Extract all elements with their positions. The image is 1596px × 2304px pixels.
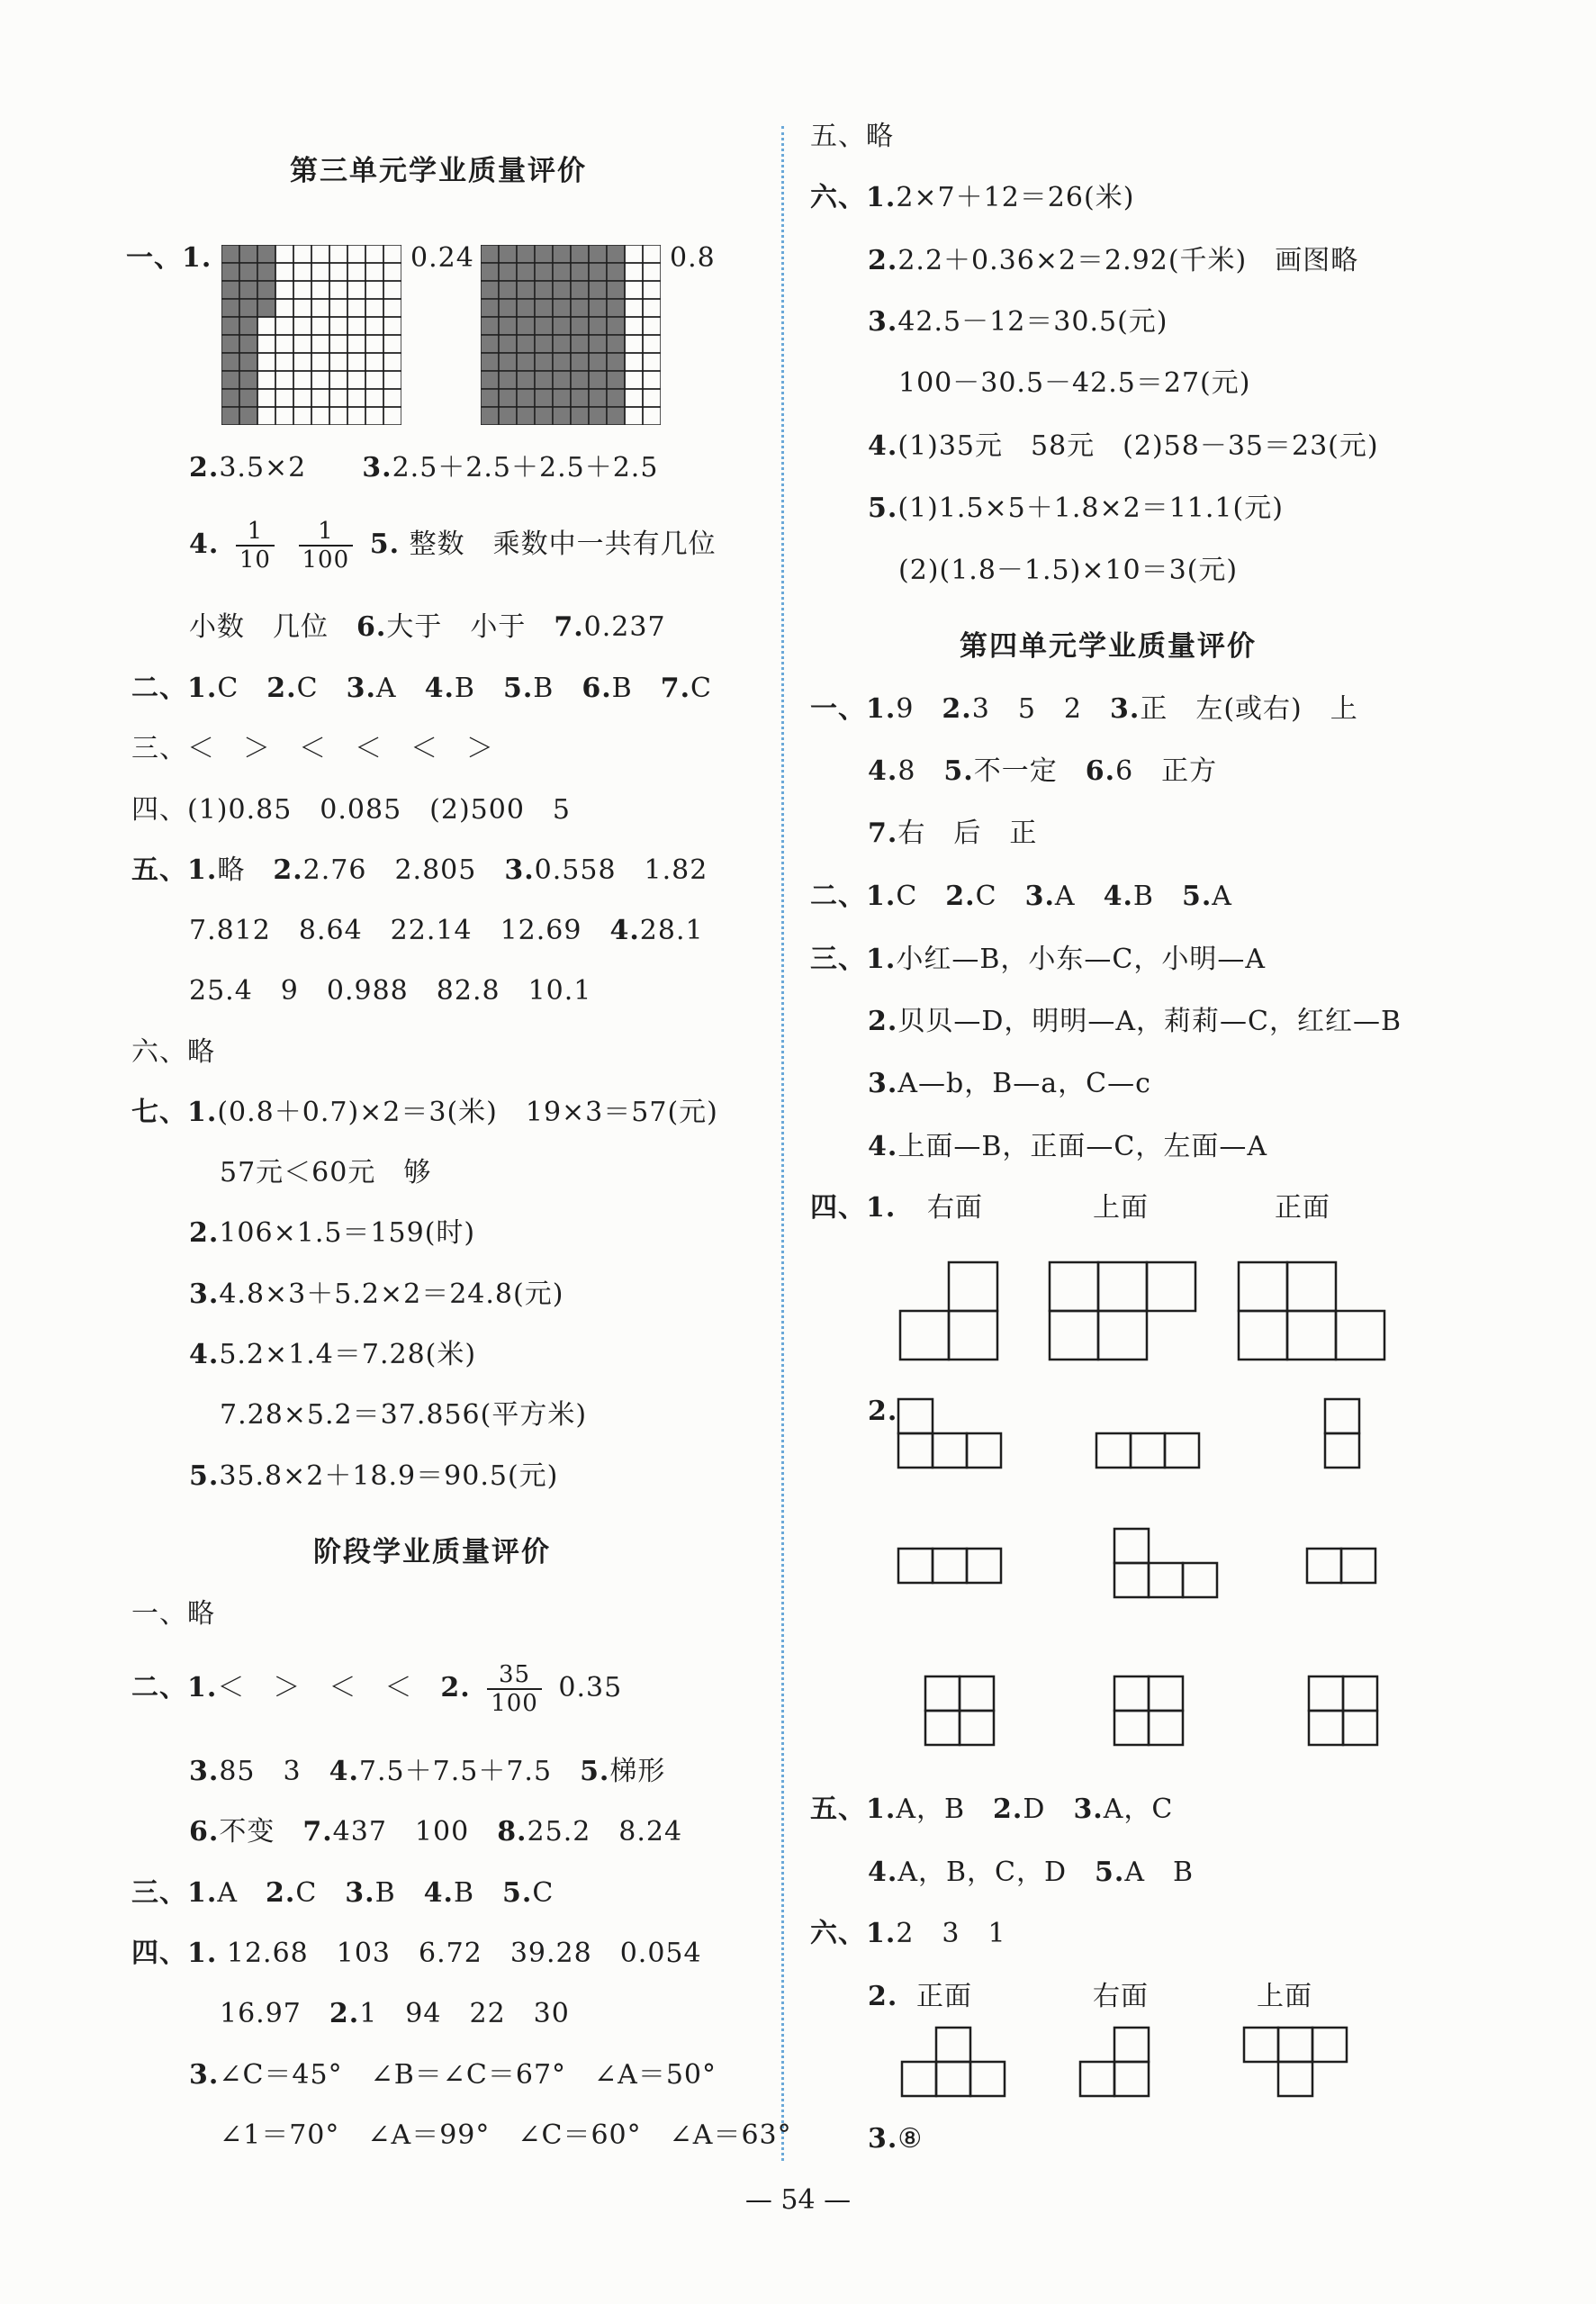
grid-cell [275, 317, 293, 335]
grid-cell-shaded [553, 281, 571, 299]
grid-cell [275, 407, 293, 425]
grid-cell-shaded [221, 245, 239, 263]
grid-cell [311, 353, 329, 371]
grid-cell-shaded [239, 299, 257, 317]
grid-cell-shaded [607, 335, 625, 353]
grid-cell [365, 407, 383, 425]
grid-cell-shaded [535, 389, 553, 407]
grid-cell-shaded [517, 389, 535, 407]
grid-cell-shaded [517, 263, 535, 281]
grid-cell [347, 335, 365, 353]
grid-cell-shaded [221, 281, 239, 299]
grid-cell [347, 245, 365, 263]
grid-cell-shaded [553, 317, 571, 335]
grid-cell [365, 245, 383, 263]
answer-r6-3b: 100－30.5－42.5＝27(元) [898, 367, 1251, 399]
grid-cell [383, 371, 401, 389]
grid-cell-shaded [535, 317, 553, 335]
grid-cell [625, 245, 643, 263]
grid-cell [257, 407, 275, 425]
grid-cell [383, 335, 401, 353]
view-front-1 [1237, 1260, 1388, 1363]
heading-unit4: 第四单元学业质量评价 [960, 630, 1257, 663]
answer-r5: 五、略 [810, 121, 894, 152]
grid-cell-shaded [571, 371, 589, 389]
grid-cell-shaded [553, 263, 571, 281]
grid-cell-shaded [239, 407, 257, 425]
answer-s1-1-num: 一、1. [126, 242, 212, 274]
grid-cell-shaded [553, 245, 571, 263]
answer-q1-c: 7.右 后 正 [868, 818, 1038, 849]
grid-cell-shaded [221, 317, 239, 335]
answer-p1: 一、略 [131, 1598, 215, 1630]
grid-cell-shaded [589, 335, 607, 353]
grid-cell-shaded [607, 281, 625, 299]
answer-q5-b: 4.A，B，C，D 5.A B [868, 1857, 1195, 1888]
grid-cell-shaded [589, 371, 607, 389]
grid-cell [625, 335, 643, 353]
grid-cell [365, 371, 383, 389]
grid-cell [257, 371, 275, 389]
grid-cell-shaded [499, 371, 517, 389]
grid-cell-shaded [499, 245, 517, 263]
grid-cell [293, 371, 311, 389]
answer-q3-1: 三、1.小红—B，小东—C，小明—A [810, 944, 1266, 975]
grid-cell-shaded [607, 389, 625, 407]
grid-cell-shaded [481, 263, 499, 281]
answer-s2: 二、1.C 2.C 3.A 4.B 5.B 6.B 7.C [131, 673, 713, 704]
grid-cell [365, 353, 383, 371]
grid-cell [643, 281, 661, 299]
grid-cell-shaded [481, 281, 499, 299]
grid-cell-shaded [481, 407, 499, 425]
grid-cell-shaded [499, 389, 517, 407]
grid-cell-shaded [517, 245, 535, 263]
answer-p2-c: 6.不变 7.437 100 8.25.2 8.24 [189, 1816, 683, 1848]
grid-cell [347, 263, 365, 281]
grid-cell [625, 371, 643, 389]
grid-cell [383, 263, 401, 281]
grid-cell-shaded [499, 335, 517, 353]
grid-cell [275, 263, 293, 281]
grid-cell [625, 263, 643, 281]
grid-cell-shaded [571, 299, 589, 317]
grid-cell [293, 299, 311, 317]
answer-s7-2: 2.106×1.5＝159(时) [189, 1217, 476, 1249]
grid-cell-shaded [517, 299, 535, 317]
grid-cell-shaded [221, 353, 239, 371]
grid-cell-shaded [517, 317, 535, 335]
answer-s7-1b: 57元＜60元 够 [220, 1157, 432, 1188]
heading-unit3: 第三单元学业质量评价 [290, 155, 587, 187]
grid-cell-shaded [239, 389, 257, 407]
grid-cell-shaded [535, 299, 553, 317]
grid-cell-shaded [221, 371, 239, 389]
grid-cell [347, 389, 365, 407]
answer-q6-3: 3.⑧ [868, 2123, 924, 2155]
grid-cell-shaded [589, 281, 607, 299]
grid-cell [275, 281, 293, 299]
answer-s1-2-3: 2.3.5×2 3.2.5＋2.5＋2.5＋2.5 [189, 452, 659, 483]
grid-cell [625, 299, 643, 317]
fraction-1-10: $\frac{1}{10}$ [236, 518, 275, 574]
grid-cell-shaded [499, 353, 517, 371]
grid-cell [293, 353, 311, 371]
view-2-f [1305, 1547, 1381, 1586]
answer-p2-b: 3.85 3 4.7.5＋7.5＋7.5 5.梯形 [189, 1756, 666, 1787]
grid-cell-shaded [481, 245, 499, 263]
answer-r6-2: 2.2.2＋0.36×2＝2.92(千米) 画图略 [868, 245, 1359, 276]
grid-cell-shaded [481, 299, 499, 317]
grid-cell [347, 317, 365, 335]
grid-cell [257, 317, 275, 335]
grid-cell-shaded [607, 407, 625, 425]
answer-p3: 三、1.A 2.C 3.B 4.B 5.C [131, 1877, 555, 1909]
grid-cell-shaded [607, 371, 625, 389]
grid-cell [293, 389, 311, 407]
grid-cell-shaded [517, 353, 535, 371]
grid-cell-shaded [535, 407, 553, 425]
grid-cell-shaded [499, 299, 517, 317]
grid-cell [643, 317, 661, 335]
grid-cell [329, 245, 347, 263]
grid-cell-shaded [517, 407, 535, 425]
heading-stage: 阶段学业质量评价 [313, 1536, 551, 1568]
grid-cell-shaded [239, 281, 257, 299]
answer-q1-b: 4.8 5.不一定 6.6 正方 [868, 755, 1218, 787]
grid-cell [329, 353, 347, 371]
grid-cell [643, 389, 661, 407]
grid-cell [347, 353, 365, 371]
grid-cell [275, 371, 293, 389]
grid-cell-shaded [589, 245, 607, 263]
answer-r6-1: 六、1.2×7＋12＝26(米) [810, 182, 1135, 213]
answer-q1-a: 一、1.9 2.3 5 2 3.正 左(或右) 上 [810, 693, 1358, 725]
answer-s7-4b: 7.28×5.2＝37.856(平方米) [220, 1399, 588, 1431]
grid-cell [311, 245, 329, 263]
grid-cell-shaded [221, 335, 239, 353]
view-2-a [897, 1397, 1006, 1471]
answer-s1-5-7: 小数 几位 6.大于 小于 7.0.237 [189, 611, 666, 643]
grid-cell [311, 299, 329, 317]
view-2-b [1095, 1432, 1204, 1471]
grid-cell-shaded [571, 407, 589, 425]
grid-cell-shaded [481, 353, 499, 371]
grid-cell [625, 317, 643, 335]
grid-cell [293, 407, 311, 425]
grid-cell [329, 371, 347, 389]
grid-cell-shaded [257, 263, 275, 281]
grid-cell [643, 245, 661, 263]
view-6-top [1242, 2026, 1352, 2100]
fraction-1-100: $\frac{1}{100}$ [299, 518, 354, 574]
grid-cell-shaded [553, 389, 571, 407]
grid-cell [643, 299, 661, 317]
grid-cell-shaded [553, 353, 571, 371]
grid-cell-shaded [571, 245, 589, 263]
grid-cell [625, 353, 643, 371]
answer-s1-1-value-2: 0.8 [670, 242, 716, 274]
grid-cell [311, 281, 329, 299]
grid-cell-shaded [481, 317, 499, 335]
grid-cell-shaded [553, 299, 571, 317]
grid-cell-shaded [221, 299, 239, 317]
grid-cell [293, 317, 311, 335]
grid-cell-shaded [239, 245, 257, 263]
answer-q4-2-num: 2. [868, 1396, 898, 1427]
answer-q2: 二、1.C 2.C 3.A 4.B 5.A [810, 881, 1232, 912]
grid-cell [257, 335, 275, 353]
grid-cell-shaded [607, 353, 625, 371]
grid-cell-shaded [553, 407, 571, 425]
grid-cell [311, 389, 329, 407]
label-front-view-2: 正面 [916, 1981, 972, 2012]
label-front-view: 正面 [1275, 1192, 1330, 1224]
grid-cell-shaded [517, 371, 535, 389]
grid-cell-shaded [535, 371, 553, 389]
grid-cell [329, 281, 347, 299]
grid-cell-shaded [589, 353, 607, 371]
fraction-35-100: $\frac{35}{100}$ [487, 1661, 542, 1717]
grid-cell-shaded [499, 263, 517, 281]
grid-cell [329, 263, 347, 281]
answer-r6-3: 3.42.5－12＝30.5(元) [868, 306, 1168, 338]
answer-s5-c: 25.4 9 0.988 82.8 10.1 [189, 975, 592, 1007]
answer-p4-b: 16.97 2.1 94 22 30 [220, 1998, 570, 2029]
answer-s5-b: 7.812 8.64 22.14 12.69 4.28.1 [189, 915, 704, 946]
grid-cell [293, 281, 311, 299]
answer-q3-3: 3.A—b，B—a，C—c [868, 1068, 1151, 1099]
grid-cell [643, 353, 661, 371]
page-number: — 54 — [744, 2184, 852, 2216]
grid-cell-shaded [589, 407, 607, 425]
grid-cell-shaded [571, 317, 589, 335]
answer-r6-5b: (2)(1.8－1.5)×10＝3(元) [898, 555, 1239, 586]
grid-cell [365, 335, 383, 353]
grid-cell-shaded [589, 389, 607, 407]
grid-cell [383, 299, 401, 317]
grid-cell-shaded [607, 317, 625, 335]
decimal-grid-2 [481, 245, 661, 425]
grid-cell [365, 317, 383, 335]
grid-cell [329, 407, 347, 425]
grid-cell-shaded [535, 281, 553, 299]
grid-cell [293, 263, 311, 281]
label-right-view-2: 右面 [1093, 1981, 1149, 2012]
grid-cell [257, 353, 275, 371]
view-2-d [897, 1547, 1006, 1586]
grid-cell [383, 389, 401, 407]
grid-cell-shaded [571, 281, 589, 299]
column-divider [781, 126, 784, 2161]
grid-cell [311, 335, 329, 353]
grid-cell [643, 407, 661, 425]
grid-cell-shaded [535, 353, 553, 371]
grid-cell [275, 353, 293, 371]
grid-cell-shaded [499, 317, 517, 335]
answer-s3: 三、＜ ＞ ＜ ＜ ＜ ＞ [131, 733, 494, 764]
grid-cell [311, 407, 329, 425]
answer-r6-5: 5.(1)1.5×5＋1.8×2＝11.1(元) [868, 492, 1284, 524]
grid-cell-shaded [571, 263, 589, 281]
answer-s6: 六、略 [131, 1036, 215, 1068]
answer-s7-3: 3.4.8×3＋5.2×2＝24.8(元) [189, 1278, 564, 1310]
view-6-right [1078, 2026, 1154, 2100]
label-top-view: 上面 [1093, 1192, 1149, 1224]
grid-cell [365, 263, 383, 281]
grid-cell-shaded [239, 263, 257, 281]
grid-cell [275, 335, 293, 353]
grid-cell-shaded [221, 389, 239, 407]
grid-cell-shaded [257, 281, 275, 299]
grid-cell [383, 281, 401, 299]
view-2-g [924, 1675, 999, 1750]
answer-s7-1: 七、1.(0.8＋0.7)×2＝3(米) 19×3＝57(元) [131, 1097, 718, 1128]
grid-cell [329, 389, 347, 407]
grid-cell-shaded [535, 263, 553, 281]
grid-cell-shaded [221, 407, 239, 425]
grid-cell-shaded [517, 335, 535, 353]
grid-cell-shaded [481, 371, 499, 389]
answer-q3-4: 4.上面—B，正面—C，左面—A [868, 1131, 1267, 1162]
answer-q6-1: 六、1.2 3 1 [810, 1918, 1006, 1949]
grid-cell [329, 317, 347, 335]
grid-cell [293, 245, 311, 263]
grid-cell [275, 245, 293, 263]
grid-cell-shaded [499, 407, 517, 425]
grid-cell [625, 407, 643, 425]
label-top-view-2: 上面 [1257, 1981, 1312, 2012]
answer-q3-2: 2.贝贝—D，明明—A，莉莉—C，红红—B [868, 1006, 1402, 1037]
view-6-front [900, 2026, 1010, 2100]
grid-cell [365, 299, 383, 317]
grid-cell-shaded [221, 263, 239, 281]
answer-s7-5: 5.35.8×2＋18.9＝90.5(元) [189, 1460, 559, 1492]
grid-cell [347, 281, 365, 299]
grid-cell [383, 317, 401, 335]
grid-cell-shaded [239, 317, 257, 335]
grid-cell-shaded [257, 245, 275, 263]
grid-cell-shaded [589, 299, 607, 317]
answer-p4-c: 3.∠C＝45° ∠B＝∠C＝67° ∠A＝50° [189, 2059, 717, 2091]
answer-p4-d: ∠1＝70° ∠A＝99° ∠C＝60° ∠A＝63° [220, 2119, 792, 2151]
grid-cell-shaded [239, 353, 257, 371]
grid-cell-shaded [589, 317, 607, 335]
grid-cell [643, 371, 661, 389]
grid-cell-shaded [607, 299, 625, 317]
view-2-h [1113, 1675, 1188, 1750]
answer-s7-4: 4.5.2×1.4＝7.28(米) [189, 1339, 477, 1370]
view-2-c [1323, 1397, 1363, 1471]
grid-cell [329, 335, 347, 353]
grid-cell-shaded [257, 299, 275, 317]
grid-cell [257, 389, 275, 407]
answer-s1-4-5: 4. $\frac{1}{10}$ $\frac{1}{100}$ 5. 整数 乘数中一共有几位 [189, 518, 717, 574]
grid-cell-shaded [571, 335, 589, 353]
answer-q4-1-num: 四、1. [810, 1192, 897, 1224]
decimal-grid-1 [221, 245, 401, 425]
grid-cell-shaded [607, 245, 625, 263]
answer-q6-2-num: 2. [868, 1981, 898, 2012]
grid-cell [347, 371, 365, 389]
grid-cell [347, 407, 365, 425]
answer-s1-1-value-1: 0.24 [410, 242, 474, 274]
grid-cell-shaded [535, 335, 553, 353]
answer-s4: 四、(1)0.85 0.085 (2)500 5 [131, 794, 572, 826]
grid-cell-shaded [239, 335, 257, 353]
answer-r6-4: 4.(1)35元 58元 (2)58－35＝23(元) [868, 430, 1379, 462]
label-right-view: 右面 [927, 1192, 983, 1224]
grid-cell-shaded [571, 389, 589, 407]
grid-cell-shaded [239, 371, 257, 389]
grid-cell-shaded [571, 353, 589, 371]
grid-cell-shaded [553, 335, 571, 353]
grid-cell [275, 389, 293, 407]
grid-cell [625, 281, 643, 299]
grid-cell-shaded [589, 263, 607, 281]
grid-cell [383, 353, 401, 371]
grid-cell [347, 299, 365, 317]
answer-p4-a: 四、1. 12.68 103 6.72 39.28 0.054 [131, 1938, 702, 1969]
answer-s5-a: 五、1.略 2.2.76 2.805 3.0.558 1.82 [131, 854, 708, 886]
grid-cell [329, 299, 347, 317]
grid-cell-shaded [481, 335, 499, 353]
grid-cell-shaded [499, 281, 517, 299]
view-2-i [1307, 1675, 1383, 1750]
view-2-e [1113, 1527, 1222, 1601]
grid-cell [365, 281, 383, 299]
answer-p2: 二、1.＜ ＞ ＜ ＜ 2. $\frac{35}{100}$ 0.35 [131, 1661, 623, 1717]
view-top-1 [1048, 1260, 1199, 1363]
grid-cell [383, 407, 401, 425]
grid-cell [643, 263, 661, 281]
grid-cell [311, 317, 329, 335]
grid-cell [311, 263, 329, 281]
view-right-1 [898, 1260, 1001, 1363]
grid-cell [293, 335, 311, 353]
grid-cell-shaded [607, 263, 625, 281]
grid-cell-shaded [553, 371, 571, 389]
grid-cell [365, 389, 383, 407]
grid-cell-shaded [535, 245, 553, 263]
grid-cell [643, 335, 661, 353]
grid-cell [383, 245, 401, 263]
answer-q5-a: 五、1.A，B 2.D 3.A，C [810, 1794, 1174, 1825]
grid-cell [625, 389, 643, 407]
grid-cell-shaded [517, 281, 535, 299]
grid-cell-shaded [481, 389, 499, 407]
grid-cell [275, 299, 293, 317]
grid-cell [311, 371, 329, 389]
